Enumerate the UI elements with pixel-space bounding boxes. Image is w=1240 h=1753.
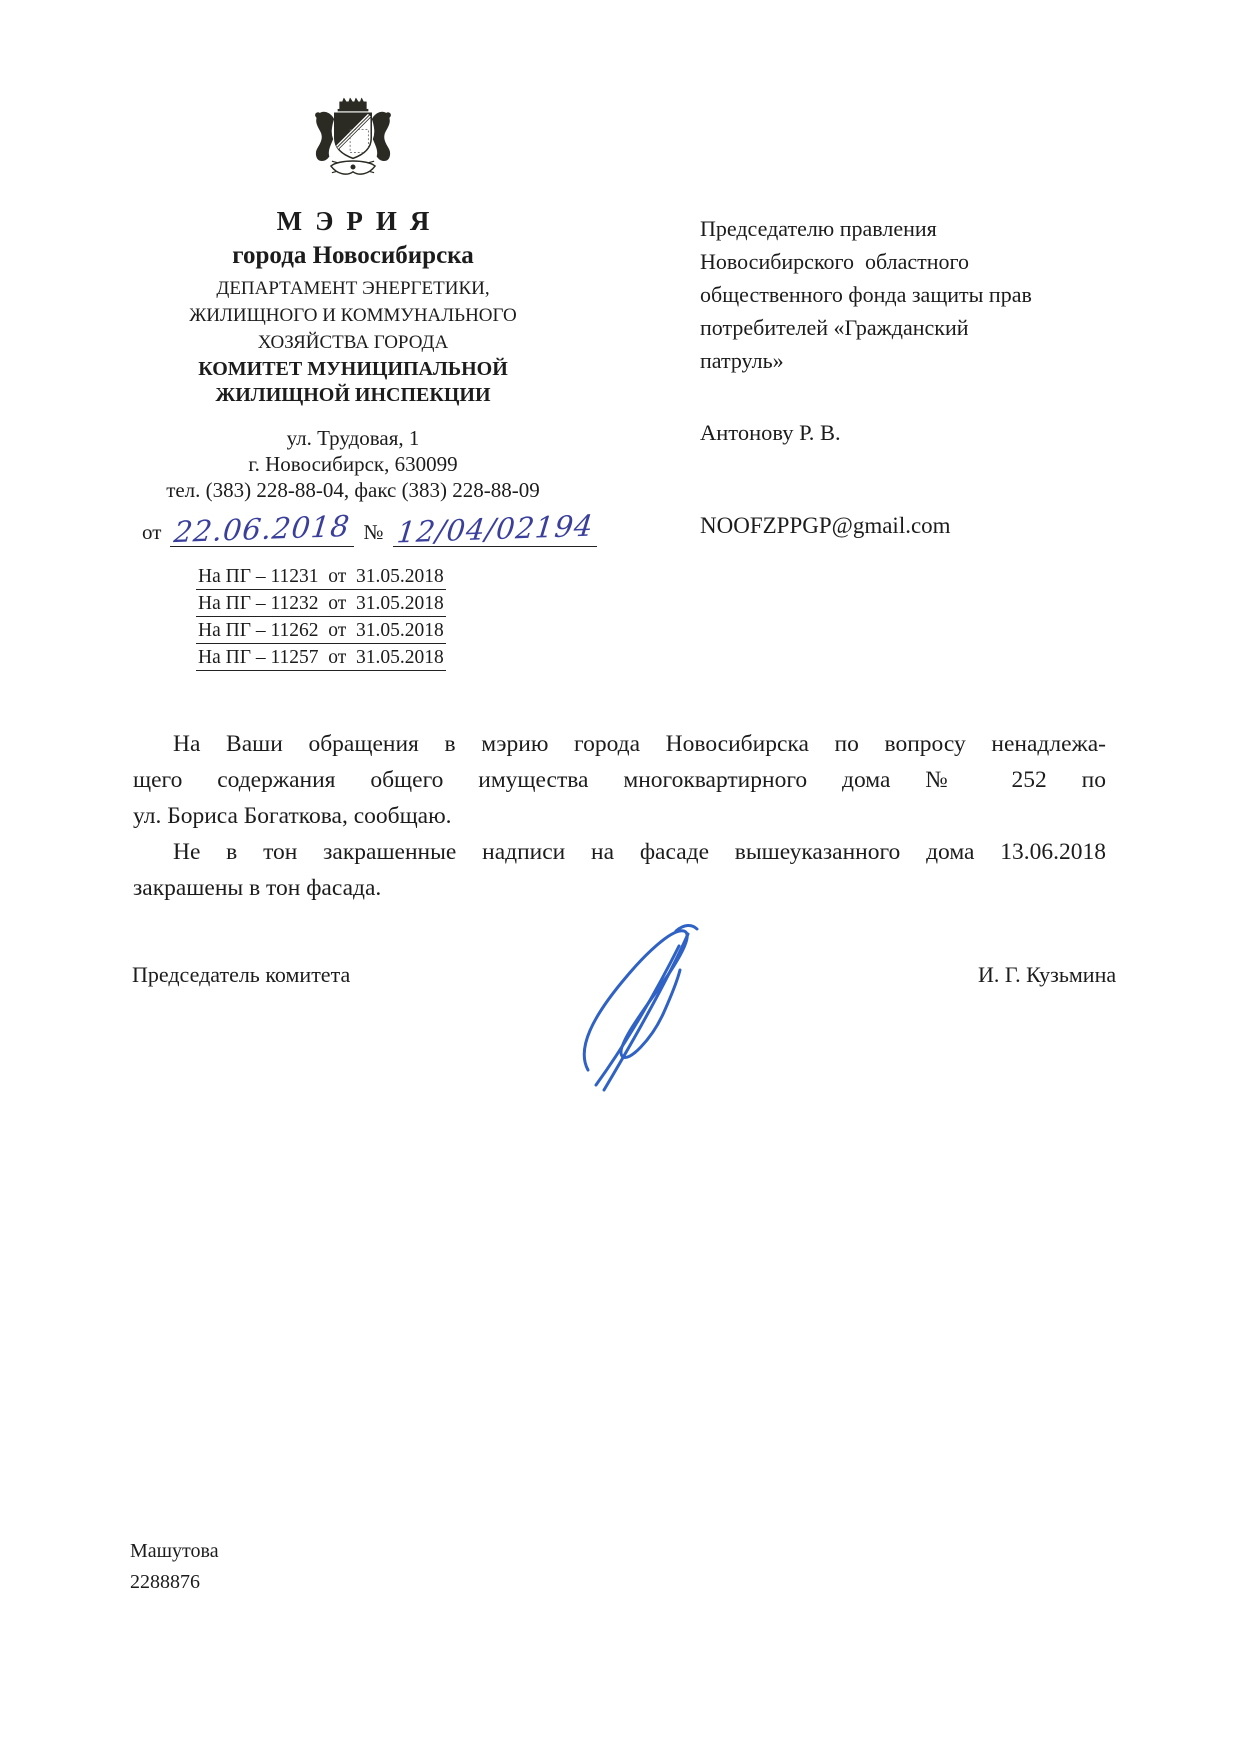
reference-line: На ПГ – 11257 от 31.05.2018 — [196, 647, 446, 671]
number-label: № — [363, 520, 384, 544]
org-subname: города Новосибирска — [232, 242, 474, 269]
address-city: г. Новосибирск, 630099 — [248, 452, 458, 476]
body-line: Не в тон закрашенные надписи на фасаде вышеуказанного дома 13.06.2018 — [173, 839, 1106, 865]
novosibirsk-coat-of-arms-icon — [305, 96, 401, 190]
recipient-line: Председателю правления — [700, 216, 937, 241]
executor-name: Машутова — [130, 1540, 219, 1562]
reference-line: На ПГ – 11232 от 31.05.2018 — [196, 593, 446, 617]
letter-body — [133, 726, 1106, 906]
org-name: МЭРИЯ — [276, 206, 443, 236]
outgoing-date-field — [170, 508, 354, 550]
reference-line: На ПГ – 11262 от 31.05.2018 — [196, 620, 446, 644]
committee-line: КОМИТЕТ МУНИЦИПАЛЬНОЙ — [198, 358, 508, 380]
body-line: закрашены в тон фасада. — [133, 875, 382, 901]
executor-phone: 2288876 — [130, 1571, 200, 1593]
address-phone: тел. (383) 228-88-04, факс (383) 228-88-09 — [166, 478, 540, 502]
department-line: ДЕПАРТАМЕНТ ЭНЕРГЕТИКИ, — [216, 278, 490, 299]
body-line: щего содержания общего имущества многоквартирного дома № 252 по — [133, 767, 1106, 793]
department-line: ЖИЛИЩНОГО И КОММУНАЛЬНОГО — [189, 305, 517, 326]
incoming-references — [196, 566, 446, 674]
outgoing-number-field — [393, 508, 598, 550]
signer-name: И. Г. Кузьмина — [978, 962, 1117, 987]
handwritten-date: 22.06.2018 — [172, 508, 353, 550]
body-line: ул. Бориса Богаткова, сообщаю. — [133, 803, 452, 829]
letterhead — [128, 96, 578, 503]
signer-position-title: Председатель комитета — [132, 962, 351, 987]
handwritten-number: 12/04/02194 — [394, 508, 595, 550]
recipient-line: Новосибирского областного — [700, 249, 970, 274]
body-line: На Ваши обращения в мэрию города Новосибирска по вопросу ненадлежа- — [173, 731, 1106, 757]
recipient-line: общественного фонда защиты прав — [700, 282, 1032, 307]
reference-line: На ПГ – 11231 от 31.05.2018 — [196, 566, 446, 590]
recipient-line: патруль» — [700, 348, 784, 373]
executor-block — [130, 1536, 219, 1598]
handwritten-signature-icon — [558, 922, 783, 1094]
committee-line: ЖИЛИЩНОЙ ИНСПЕКЦИИ — [215, 384, 491, 406]
recipient-email: NOOFZPPGP@gmail.com — [700, 513, 951, 538]
department-line: ХОЗЯЙСТВА ГОРОДА — [257, 332, 449, 353]
recipient-address — [700, 212, 1110, 377]
recipient-line: потребителей «Гражданский — [700, 315, 969, 340]
outgoing-number-line — [142, 508, 595, 550]
address-street: ул. Трудовая, 1 — [286, 426, 420, 450]
recipient-name: Антонову Р. В. — [700, 420, 841, 445]
from-label: от — [142, 520, 162, 544]
